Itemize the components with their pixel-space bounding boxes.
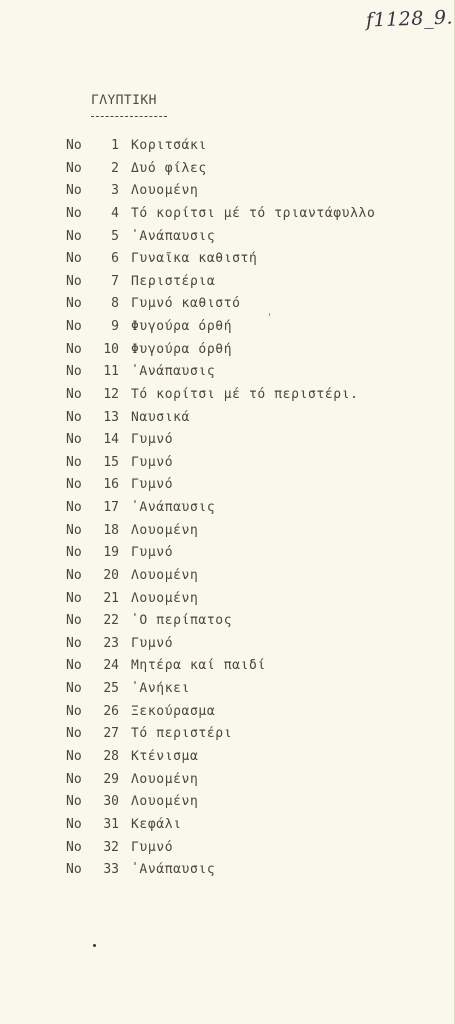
list-item — [66, 251, 436, 271]
document-title: ΓΛΥΠΤΙΚΗ — [91, 93, 157, 108]
entry-title: Τό κορίτσι μέ τό περιστέρι. — [131, 386, 359, 402]
entry-title: Λουομένη — [131, 794, 199, 810]
entry-prefix: No — [66, 296, 82, 312]
entry-number: 28 — [103, 749, 119, 764]
list-item — [66, 161, 436, 181]
entry-number: 25 — [103, 681, 119, 697]
entry-title: Μητέρα καί παιδί — [131, 658, 266, 674]
entry-title: ᾽Ανήκει — [131, 681, 190, 697]
entry-number: 6 — [111, 251, 119, 267]
list-item — [66, 658, 436, 678]
entry-prefix: No — [66, 816, 82, 832]
entry-prefix: No — [66, 251, 82, 267]
list-item — [66, 387, 436, 407]
list-item — [66, 749, 436, 769]
list-item — [66, 342, 436, 362]
list-item — [66, 726, 436, 746]
entry-prefix: No — [66, 839, 82, 855]
entry-prefix: No — [66, 522, 82, 538]
entry-title: Λουομένη — [131, 522, 199, 538]
entry-title: Τό περιστέρι — [131, 726, 233, 742]
entry-number: 17 — [103, 500, 119, 516]
entry-prefix: No — [66, 500, 82, 516]
entry-number: 32 — [103, 839, 119, 855]
list-item — [66, 817, 436, 837]
list-item — [66, 477, 436, 497]
entry-number: 15 — [103, 454, 119, 470]
entry-title: Κεφάλι — [131, 816, 182, 832]
list-item — [66, 523, 436, 543]
entry-number: 9 — [111, 319, 119, 335]
entry-number: 7 — [111, 273, 119, 289]
entry-title: Λουομένη — [131, 771, 199, 787]
entry-number: 22 — [103, 613, 119, 629]
entry-prefix: No — [66, 567, 82, 583]
entry-prefix: No — [66, 862, 82, 878]
list-item — [66, 364, 436, 384]
entry-title: Κοριτσάκι — [131, 138, 207, 153]
entry-prefix: No — [66, 183, 82, 199]
entry-number: 31 — [103, 816, 119, 832]
entry-number: 1 — [111, 138, 119, 153]
entry-prefix: No — [66, 658, 82, 674]
entry-title: Λουομένη — [131, 567, 199, 583]
list-item — [66, 704, 436, 724]
entry-title: Γυμνό — [131, 839, 174, 855]
entry-title: Γυναῖκα καθιστή — [131, 251, 258, 267]
list-item — [66, 206, 436, 226]
entry-number: 23 — [103, 635, 119, 651]
entry-prefix: No — [66, 545, 82, 561]
entry-title: Γυμνό καθιστό — [131, 296, 241, 312]
entry-prefix: No — [66, 726, 82, 742]
entry-title: Γυμνό — [131, 477, 174, 493]
entry-number: 2 — [111, 160, 119, 176]
entry-number: 3 — [111, 183, 119, 199]
entry-title: Γυμνό — [131, 545, 174, 561]
entry-number: 11 — [103, 364, 119, 380]
entry-prefix: No — [66, 319, 82, 335]
entry-prefix: No — [66, 749, 82, 764]
entry-number: 26 — [103, 703, 119, 719]
entry-number: 10 — [103, 341, 119, 357]
list-item — [66, 296, 436, 316]
entry-title: ᾽Ανάπαυσις — [131, 228, 216, 244]
list-item — [66, 319, 436, 339]
entry-title: Λουομένη — [131, 590, 199, 606]
entry-prefix: No — [66, 432, 82, 448]
entry-number: 29 — [103, 771, 119, 787]
entry-number: 33 — [103, 862, 119, 878]
entry-prefix: No — [66, 228, 82, 244]
entry-number: 5 — [111, 228, 119, 244]
entry-title: ᾽Ανάπαυσις — [131, 364, 216, 380]
entry-title: Γυμνό — [131, 635, 174, 651]
entry-title: Φυγούρα όρθή — [131, 341, 233, 357]
list-item — [66, 455, 436, 475]
entry-prefix: No — [66, 409, 82, 425]
entry-prefix: No — [66, 160, 82, 176]
entry-number: 24 — [103, 658, 119, 674]
entry-number: 4 — [111, 205, 119, 221]
ink-dot — [93, 944, 96, 947]
paper-mark — [269, 313, 270, 316]
entry-number: 13 — [103, 409, 119, 425]
list-item — [66, 138, 436, 158]
list-item — [66, 613, 436, 633]
entry-prefix: No — [66, 613, 82, 629]
entry-prefix: No — [66, 454, 82, 470]
entry-prefix: No — [66, 477, 82, 493]
list-item — [66, 636, 436, 656]
entry-title: ᾽Ανάπαυσις — [131, 862, 216, 878]
entry-title: Δυό φίλες — [131, 160, 207, 176]
entry-prefix: No — [66, 364, 82, 380]
list-item — [66, 794, 436, 814]
entry-prefix: No — [66, 771, 82, 787]
title-underline — [91, 116, 167, 117]
entry-number: 19 — [103, 545, 119, 561]
entry-number: 8 — [111, 296, 119, 312]
list-item — [66, 591, 436, 611]
entry-prefix: No — [66, 681, 82, 697]
list-item — [66, 681, 436, 701]
list-item — [66, 772, 436, 792]
entry-title: Γυμνό — [131, 432, 174, 448]
entry-title: Περιστέρια — [131, 273, 216, 289]
list-item — [66, 432, 436, 452]
entry-title: Ξεκούρασμα — [131, 703, 216, 719]
entry-number: 21 — [103, 590, 119, 606]
entry-number: 27 — [103, 726, 119, 742]
entry-title: ᾽Ανάπαυσις — [131, 500, 216, 516]
entry-number: 12 — [103, 386, 119, 402]
list-item — [66, 183, 436, 203]
entry-title: Ναυσικά — [131, 409, 190, 425]
entry-prefix: No — [66, 205, 82, 221]
entry-title: Λουομένη — [131, 183, 199, 199]
list-item — [66, 545, 436, 565]
list-item — [66, 862, 436, 882]
entry-number: 20 — [103, 567, 119, 583]
entry-prefix: No — [66, 341, 82, 357]
entry-prefix: No — [66, 138, 82, 153]
entry-number: 14 — [103, 432, 119, 448]
list-item — [66, 410, 436, 430]
entry-title: Φυγούρα όρθή — [131, 319, 233, 335]
list-item — [66, 229, 436, 249]
entry-number: 18 — [103, 522, 119, 538]
entry-prefix: No — [66, 794, 82, 810]
entry-prefix: No — [66, 386, 82, 402]
list-item — [66, 274, 436, 294]
handwritten-reference: f1128_9. — [365, 6, 454, 32]
entry-number: 30 — [103, 794, 119, 810]
entry-title: Τό κορίτσι μέ τό τριαντάφυλλο — [131, 205, 376, 221]
entry-title: Γυμνό — [131, 454, 174, 470]
entry-number: 16 — [103, 477, 119, 493]
entry-title: Κτένισμα — [131, 749, 199, 764]
list-item — [66, 840, 436, 860]
entry-title: ῾Ο περίπατος — [131, 613, 233, 629]
list-item — [66, 500, 436, 520]
list-item — [66, 568, 436, 588]
entry-prefix: No — [66, 273, 82, 289]
entry-prefix: No — [66, 703, 82, 719]
entry-prefix: No — [66, 590, 82, 606]
entry-prefix: No — [66, 635, 82, 651]
